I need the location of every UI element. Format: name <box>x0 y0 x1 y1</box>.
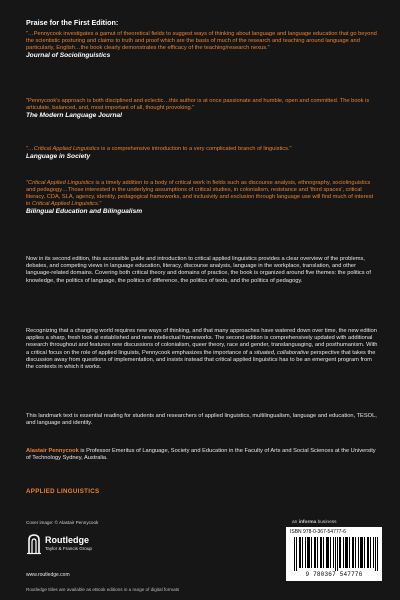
praise-item <box>26 146 378 161</box>
informa-business-label: an informa business <box>292 520 337 525</box>
praise-source: Bilingual Education and Bilingualism <box>26 208 143 216</box>
publisher-group: Taylor & Francis Group <box>45 546 92 551</box>
routledge-logo-icon <box>26 533 42 555</box>
praise-item <box>26 180 378 216</box>
praise-quote: "…Critical Applied Linguistics is a comprehensive introduction to a very complicated branch of linguistics." <box>26 146 292 152</box>
description-paragraph: Now in its second edition, this accessible guide and introduction to critical applied linguistics provides a clear overview of the problems, debates, and competing views in language education, literacy, discourse analysis, language in the workplace, translation, and other language-related domains. Covering both critical theory and domains of practice, the book is organized around five themes: the politics of knowledge, the politics of language, the politics of difference, the politics of texts, and the politics of pedagogy. <box>26 256 371 284</box>
author-name: Alastair Pennycook <box>26 448 79 454</box>
publisher-website: www.routledge.com <box>26 572 70 578</box>
publisher-logo <box>26 533 136 563</box>
description-paragraph: Recognizing that a changing world requires new ways of thinking, and that many approaches have watered down over time, the new edition applies a sharp, fresh look at established and new intellectual frameworks. The second edition is comprehensively updated with additional research throughout and features new discussions of colonialism, queer theory, race and gender, translanguaging, and posthumanism. With a critical focus on the role of applied linguists, Pennycook emphasizes the importance of a situated, collaborative perspective that takes the discussion away from questions of implementation, and insists instead that critical applied linguistics has to be an emergent program from the contexts in which it works. <box>26 328 378 371</box>
author-bio: Alastair Pennycook is Professor Emeritus of Language, Society and Education in the Faculty of Arts and Social Sciences at the University of Technology Sydney, Australia. <box>26 448 376 462</box>
barcode-icon <box>294 537 378 571</box>
isbn-digits: 9 780367 547776 <box>305 571 363 578</box>
praise-heading: Praise for the First Edition: <box>26 18 119 27</box>
praise-quote: "Critical Applied Linguistics is a timely addition to a body of critical work in fields such as discourse analysis, ethnography, sociolinguistics and pedagogy…Those interested in the underlying assumptions of critical studies, in colonialism, resistance and 'third spaces', critical literacy, CDA, SLA, agency, identity, pedagogical frameworks, and inclusivity and exclusion through language use will find much of interest in Critical Applied Linguistics." <box>26 180 374 208</box>
ebook-footnote: Routledge titles are available as eBook editions in a range of digital formats <box>26 587 180 592</box>
praise-source: The Modern Language Journal <box>26 112 122 120</box>
cover-image-credit: Cover image: © Alastair Pennycook <box>26 520 99 525</box>
praise-item <box>26 98 378 120</box>
praise-source: Journal of Sociolinguistics <box>26 52 111 60</box>
publisher-name: Routledge <box>45 535 89 545</box>
praise-source: Language in Society <box>26 153 91 161</box>
isbn-barcode <box>286 527 382 581</box>
praise-quote: "Pennycook's approach is both disciplined and eclectic…this author is at once passionate and humble, open and committed. The book is articulate, balanced, and, most important of all, thought provoking." <box>26 98 370 112</box>
description-paragraph: This landmark text is essential reading for students and researchers of applied linguistics, multilingualism, language and education, TESOL, and language and identity. <box>26 413 377 427</box>
subject-category: APPLIED LINGUISTICS <box>26 488 100 495</box>
isbn-label: ISBN 978-0-367-54777-6 <box>290 529 346 535</box>
praise-item <box>26 31 378 60</box>
praise-quote: "…Pennycook investigates a gamut of theoretical fields to suggest ways of thinking about language and language education that go beyond the scientistic posturing and claims to truth and proof which are the basis of much of the research and teaching around language and particularly, English…the book clearly demonstrates the efficacy of the teaching/research nexus." <box>26 31 377 52</box>
